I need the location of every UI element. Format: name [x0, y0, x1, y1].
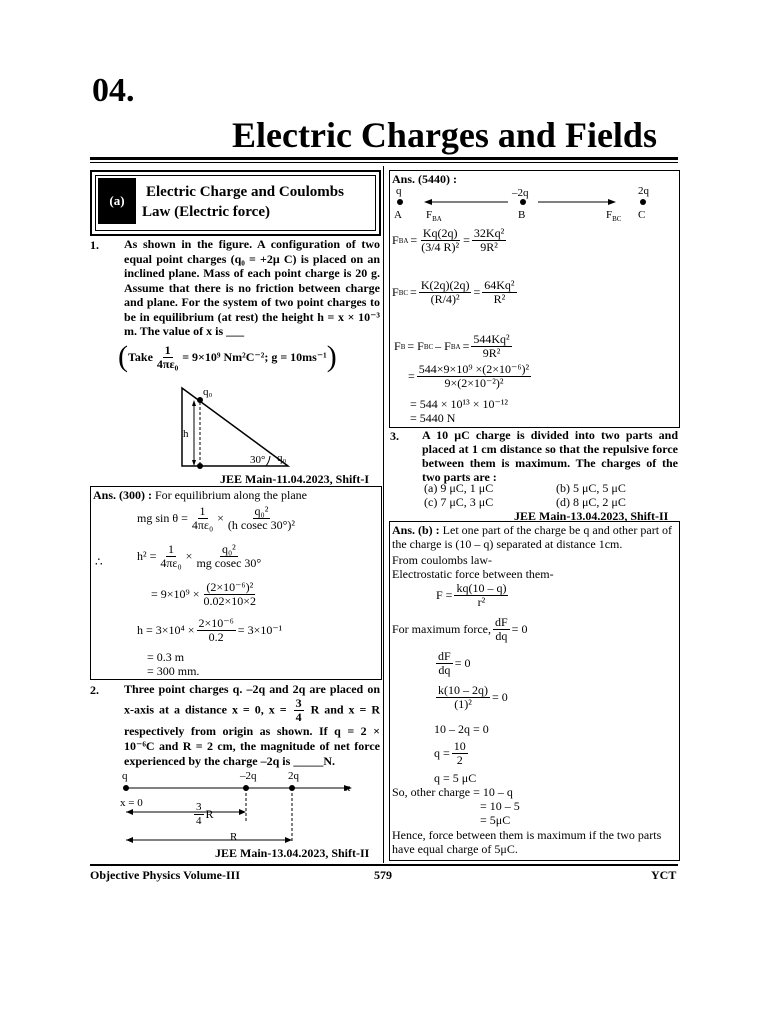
- a2-fig-B: B: [518, 209, 526, 221]
- section-title-1: Electric Charge and Coulombs: [146, 184, 344, 200]
- a3-e7: Hence, force between them is maximum if the two parts have equal charge of 5μC.: [392, 828, 662, 856]
- q1-fig-h: h: [183, 428, 189, 440]
- a3-max-line: For maximum force, $\frac{dF}{dq}$ = 0: [392, 615, 528, 643]
- a2-box: [389, 170, 680, 428]
- q3-opt-c: (c) 7 μC, 3 μC: [424, 495, 494, 509]
- a2-line3: F B = F BC – F BA = $\frac{\text{544Kq²}}{\text{9R²}}$: [394, 332, 510, 360]
- section-title-2: Law (Electric force): [142, 204, 270, 220]
- a3-force-eq: F = $\frac{kq(10 - q)}{\text{r²}}$: [436, 581, 507, 609]
- a2-line6: = 5440 N: [410, 411, 456, 425]
- a2-line2: F BC = $\frac{K(2q)(2q)}{\text{(R/4)²}}$ = $\frac{\text{64Kq²}}{\text{R²}}$: [392, 278, 515, 306]
- a2-line4: = $\frac{\text{544×9×10⁹ ×(2×10⁻⁶)²}}{\text{9×(2×10⁻²)²}}$: [408, 362, 530, 390]
- section-tag: (a): [98, 178, 136, 224]
- q3-text: A 10 μC charge is divided into two parts and placed at 1 cm distance so that the repulsive force between them is maximum. The charges of the two parts are :: [422, 428, 678, 484]
- a2-fig-q: q: [396, 185, 402, 197]
- footer-right: YCT: [651, 868, 677, 882]
- a3-line2: Electrostatic force between them-: [392, 567, 554, 581]
- q2-fig-m2q: –2q: [240, 770, 257, 782]
- section-box: [90, 170, 381, 236]
- footer-rule: [90, 864, 678, 866]
- q1-fig-q0-bottom: q₀: [277, 452, 287, 464]
- a2-line1: F BA = $\frac{Kq(2q)}{\text{(3/4 R)²}}$ = $\frac{\text{32Kq²}}{\text{9R²}}$: [392, 226, 505, 254]
- q2-text1: Three point charges q. –2q and 2q are placed on x-axis at a distance x = 0, x = $\frac{3}{4}$ R and x = R respectively from origin as shown. If q = 2 × 10⁻⁶C and R = 2 cm, the magnitude of net force experienced by the charge –2q is _____N.: [124, 682, 381, 768]
- chapter-title: Electric Charges and Fields: [232, 115, 657, 155]
- q2-source: JEE Main-13.04.2023, Shift-II: [215, 846, 370, 860]
- a2-line5: = 544 × 10¹³ × 10⁻¹²: [410, 397, 509, 411]
- q1-take-label: Take: [128, 349, 153, 364]
- a3-e5: = 10 – 5: [480, 799, 520, 813]
- a2-fig-2q: 2q: [638, 185, 649, 197]
- header-rule: [90, 157, 678, 160]
- footer-left: Objective Physics Volume-III: [90, 868, 240, 882]
- a1-line5: = 0.3 m: [147, 650, 185, 664]
- a3-box: [389, 521, 680, 861]
- q3-source: JEE Main-13.04.2023, Shift-II: [514, 509, 669, 523]
- a3-k-line: $\frac{k(10 - 2q)}{\text{(1)²}}$ = 0: [438, 683, 508, 711]
- a1-line4: h = 3×10⁴ × $\frac{\text{2×10⁻⁶}}{0.2}$ = 3×10⁻¹: [137, 616, 283, 644]
- q3-number: 3.: [390, 429, 399, 443]
- q2-fig-R: R: [230, 831, 238, 843]
- chapter-number: 04.: [92, 72, 135, 109]
- a1-head: Ans. (300) : For equilibrium along the plane: [93, 488, 307, 502]
- q1-take: ( Take $\frac{1}{\text{4πε₀}}$ = 9×10⁹ Nm²C⁻²; g = 10ms⁻¹ ): [118, 340, 337, 373]
- a1-line2: h² = $\frac{1}{\text{4πε₀}}$ × $\frac{\text{q₀²}}{\text{mg cosec 30°}}$: [137, 542, 262, 570]
- q1-take-frac: $\frac{1}{\text{4πε₀}}$: [156, 342, 179, 371]
- q1-source: JEE Main-11.04.2023, Shift-I: [220, 472, 370, 486]
- q1-number: 1.: [90, 238, 99, 252]
- a3-line1: From coulombs law-: [392, 553, 492, 567]
- a3-head: Ans. (b) : Let one part of the charge be q and other part of the charge is (10 – q) separated at distance 1cm.: [392, 523, 673, 551]
- a2-fig-FBA: $F_{BA}$: [426, 209, 442, 224]
- a2-head: Ans. (5440) :: [392, 172, 457, 186]
- q2-figure: [118, 780, 358, 848]
- a3-e1: 10 – 2q = 0: [434, 722, 489, 736]
- a1-line3: = 9×10⁹ × $\frac{\text{(2×10⁻⁶)²}}{0.02\times 10\times 2}$: [151, 580, 257, 608]
- a3-deriv: $\frac{dF}{dq}$ = 0: [438, 649, 471, 677]
- a2-fig-FBC: $F_{BC}$: [606, 209, 622, 224]
- q1-text: As shown in the figure. A configuration of two equal point charges (q₀ = +2μ C) is placed on an inclined plane. Mass of each point charge is 20 g. Assume that there is no friction between charge and plane. For the system of two point charges to be in equilibrium (at rest) the height h = x × 10⁻³ m. The value of x is ___: [124, 237, 380, 338]
- q2-fig-34R: $\frac{3}{4}$ R: [196, 801, 214, 827]
- q2-fig-q: q: [122, 770, 128, 782]
- a2-fig-m2q: –2q: [512, 187, 529, 199]
- q2-fig-x: x: [345, 782, 351, 794]
- a1-box: [90, 486, 382, 680]
- column-divider: [383, 166, 384, 863]
- a3-e6: = 5μC: [480, 813, 511, 827]
- q2-fig-2q: 2q: [288, 770, 299, 782]
- q1-fig-angle: 30°: [250, 454, 266, 466]
- a1-line1: mg sin θ = $\frac{1}{\text{4πε₀}}$ × $\frac{\text{q₀²}}{\text{(h cosec 30°)²}}$: [137, 504, 295, 532]
- q3-opt-a: (a) 9 μC, 1 μC: [424, 481, 494, 495]
- footer-page: 579: [374, 868, 392, 882]
- a3-e3: q = 5 μC: [434, 771, 477, 785]
- q1-fig-q0-top: q₀: [203, 386, 213, 398]
- a1-therefore: ∴: [95, 555, 103, 569]
- a3-e4: So, other charge = 10 – q: [392, 785, 513, 799]
- q1-take-rest: = 9×10⁹ Nm²C⁻²; g = 10ms⁻¹: [182, 349, 327, 364]
- q2-fig-x0: x = 0: [120, 797, 143, 809]
- a2-fig-A: A: [394, 209, 402, 221]
- q3-opt-b: (b) 5 μC, 5 μC: [556, 481, 626, 495]
- a1-line6: = 300 mm.: [147, 664, 200, 678]
- header-rule-thin: [90, 162, 678, 163]
- a3-e2: q = $\frac{10}{2}$: [434, 739, 466, 767]
- q3-opt-d: (d) 8 μC, 2 μC: [556, 495, 626, 509]
- a2-fig-C: C: [638, 209, 646, 221]
- q2-number: 2.: [90, 683, 99, 697]
